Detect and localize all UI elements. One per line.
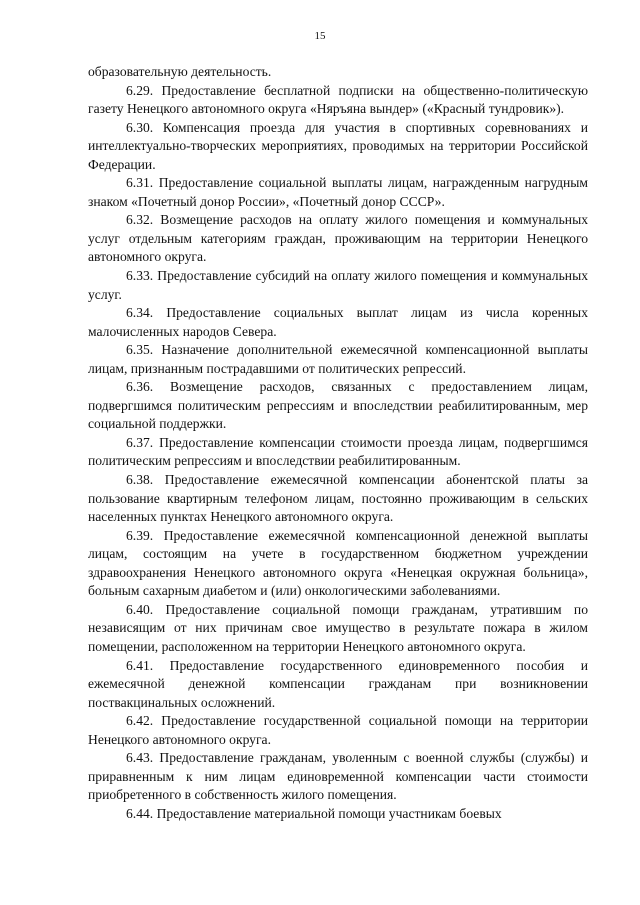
item-6-41: 6.41. Предоставление государственного единовременного пособия и ежемесячной денежной компенсации гражданам при возникновении поствакцинальных осложнений. xyxy=(88,657,588,710)
item-6-34: 6.34. Предоставление социальных выплат лицам из числа коренных малочисленных народов Севера. xyxy=(88,305,588,339)
item-6-29: 6.29. Предоставление бесплатной подписки на общественно-политическую газету Ненецкого автономного округа «Няръяна вындер» («Красный тундровик»). xyxy=(88,82,588,117)
item-6-43: 6.43. Предоставление гражданам, уволенным с военной службы (службы) и приравненным к ним лицам единовременной компенсации части стоимости приобретенного в собственность жилого помещения. xyxy=(88,750,588,803)
item-6-38: 6.38. Предоставление ежемесячной компенсации абонентской платы за пользование квартирным телефоном лицам, постоянно проживающим в сельских населенных пунктах Ненецкого автономного округа. xyxy=(88,472,588,525)
page-number: 15 xyxy=(314,30,326,42)
lead-text: образовательную деятельность. xyxy=(88,64,272,79)
document-body xyxy=(88,63,588,823)
item-6-36: 6.36. Возмещение расходов, связанных с предоставлением лицам, подвергшимся политическим репрессиям и впоследствии реабилитированным, мер социальной поддержки. xyxy=(88,379,588,432)
item-6-42: 6.42. Предоставление государственной социальной помощи на территории Ненецкого автономного округа. xyxy=(88,713,588,747)
item-6-35: 6.35. Назначение дополнительной ежемесячной компенсационной выплаты лицам, признанным пострадавшими от политических репрессий. xyxy=(88,342,588,376)
item-6-40: 6.40. Предоставление социальной помощи гражданам, утратившим по независящим от них причинам свое имущество в результате пожара в жилом помещении, расположенном на территории Ненецкого автономного округа. xyxy=(88,601,588,654)
item-6-39: 6.39. Предоставление ежемесячной компенсационной денежной выплаты лицам, состоящим на учете в государственном бюджетном учреждении здравоохранения Ненецкого автономного округа «Ненецкая окружная больница», больным сахарным диабетом и (или) онкологическими заболеваниями. xyxy=(88,527,588,599)
item-6-33: 6.33. Предоставление субсидий на оплату жилого помещения и коммунальных услуг. xyxy=(88,268,588,302)
item-6-44: 6.44. Предоставление материальной помощи участникам боевых xyxy=(126,805,502,821)
item-6-30: 6.30. Компенсация проезда для участия в спортивных соревнованиях и интеллектуально-творческих мероприятиях, проводимых на территории Российской Федерации. xyxy=(88,119,588,172)
item-6-32: 6.32. Возмещение расходов на оплату жилого помещения и коммунальных услуг отдельным категориям граждан, проживающим на территории Ненецкого автономного округа. xyxy=(88,212,588,265)
item-6-31: 6.31. Предоставление социальной выплаты лицам, награжденным нагрудным знаком «Почетный донор России», «Почетный донор СССР». xyxy=(88,175,588,209)
item-6-37: 6.37. Предоставление компенсации стоимости проезда лицам, подвергшимся политическим репрессиям и впоследствии реабилитированным. xyxy=(88,434,588,469)
